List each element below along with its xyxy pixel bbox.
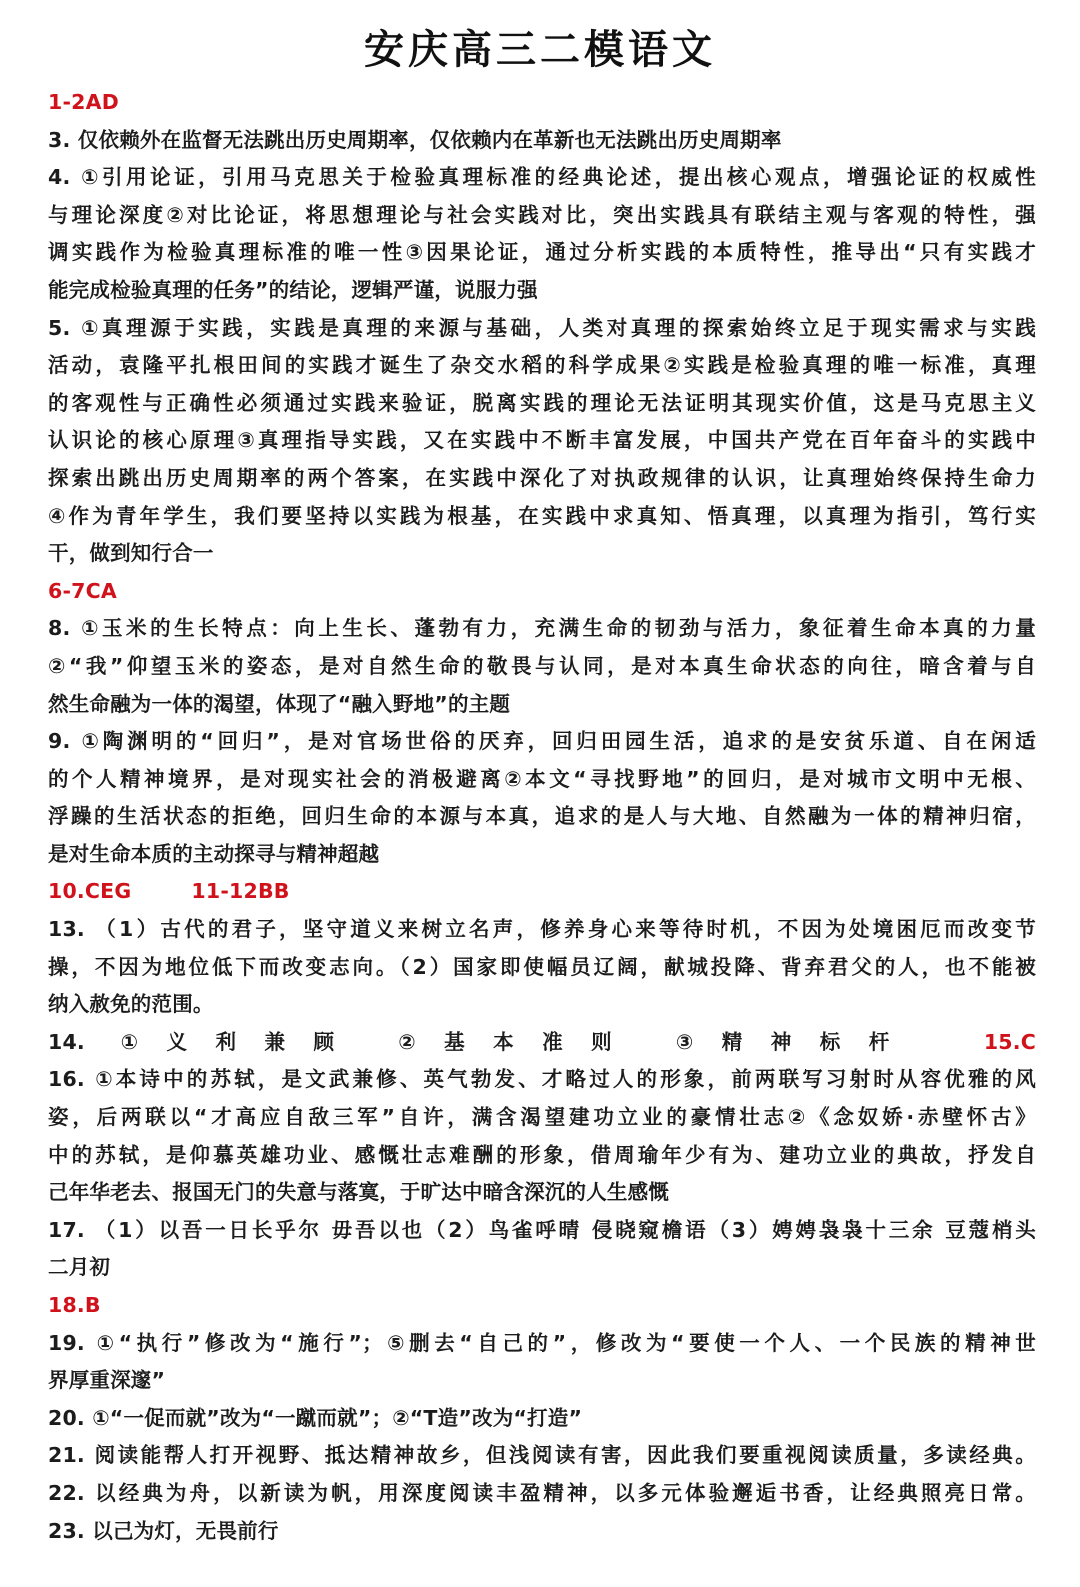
- answer-text: 19. ①“执行”修改为“施行”；⑤删去“自己的”，修改为“要使一个人、一个民族的精神世: [48, 1330, 1036, 1355]
- answer-line: [48, 1362, 1036, 1400]
- answer-line: [48, 1099, 1036, 1137]
- answer-text: 22. 以经典为舟，以新读为帆，用深度阅读丰盈精神，以多元体验邂逅书香，让经典照亮日常。: [48, 1480, 1036, 1505]
- answer-text: 姿，后两联以“才高应自敌三军”自许，满含渴望建功立业的豪情壮志②《念奴娇·赤壁怀古》: [48, 1105, 1036, 1130]
- answer-text: 与理论深度②对比论证，将思想理论与社会实践对比，突出实践具有联结主观与客观的特性，强: [48, 202, 1036, 227]
- answer-text: 二月初: [48, 1255, 111, 1280]
- answer-text: 9. ①陶渊明的“回归”，是对官场世俗的厌弃，回归田园生活，追求的是安贫乐道、自在闲适: [48, 729, 1036, 754]
- answer-line: [48, 422, 1036, 460]
- answer-text: 然生命融为一体的渴望，体现了“融入野地”的主题: [48, 691, 511, 716]
- answer-line: [48, 1513, 1036, 1551]
- answer-line: [48, 1475, 1036, 1513]
- answer-line: [48, 197, 1036, 235]
- answer-key: 18.B: [48, 1293, 101, 1317]
- answer-line: [48, 836, 1036, 874]
- answer-text: 14. ①义利兼顾 ②基本准则 ③精神标杆: [48, 1029, 918, 1054]
- answer-line: [48, 986, 1036, 1024]
- answer-line: [48, 1024, 1036, 1062]
- answer-text: 20. ①“一促而就”改为“一蹴而就”；②“T造”改为“打造”: [48, 1405, 583, 1430]
- answer-line: [48, 1437, 1036, 1475]
- answer-line: [48, 1287, 1036, 1325]
- answer-line: [48, 1249, 1036, 1287]
- answer-key: 11-12BB: [191, 879, 290, 904]
- answer-line: [48, 798, 1036, 836]
- answer-text: 调实践作为检验真理标准的唯一性③因果论证，通过分析实践的本质特性，推导出“只有实践才: [48, 240, 1036, 265]
- answer-line: [48, 686, 1036, 724]
- answer-text: 3. 仅依赖外在监督无法跳出历史周期率，仅依赖内在革新也无法跳出历史周期率: [48, 127, 782, 152]
- answer-line: [48, 1174, 1036, 1212]
- answer-text: ④作为青年学生，我们要坚持以实践为根基，在实践中求真知、悟真理，以真理为指引，笃行实: [48, 503, 1036, 528]
- answer-key: 15.C: [983, 1029, 1036, 1054]
- answer-line: [48, 723, 1036, 761]
- answer-text: 浮躁的生活状态的拒绝，回归生命的本源与本真，追求的是人与大地、自然融为一体的精神归宿，: [48, 804, 1036, 829]
- answer-line: [48, 385, 1036, 423]
- answer-text: 4. ①引用论证，引用马克思关于检验真理标准的经典论述，提出核心观点，增强论证的权威性: [48, 165, 1036, 190]
- answer-text: 21. 阅读能帮人打开视野、抵达精神故乡，但浅阅读有害，因此我们要重视阅读质量，多读经典。: [48, 1443, 1036, 1468]
- answer-line: [48, 347, 1036, 385]
- answer-text: 己年华老去、报国无门的失意与落寞，于旷达中暗含深沉的人生感慨: [48, 1180, 669, 1205]
- answer-line: [48, 122, 1036, 160]
- answer-line: [48, 1212, 1036, 1250]
- answer-text: 中的苏轼，是仰慕英雄功业、感慨壮志难酬的形象，借周瑜年少有为、建功立业的典故，抒发自: [48, 1142, 1036, 1167]
- answer-line: [48, 460, 1036, 498]
- page-title: 安庆高三二模语文: [364, 26, 716, 73]
- answer-line: [48, 610, 1036, 648]
- answer-text: 23. 以己为灯，无畏前行: [48, 1518, 279, 1543]
- answer-line: [48, 911, 1036, 949]
- answer-line: [48, 272, 1036, 310]
- answer-key: 6-7CA: [48, 578, 117, 603]
- answer-text: 的个人精神境界，是对现实社会的消极避离②本文“寻找野地”的回归，是对城市文明中无根、: [48, 766, 1036, 791]
- answer-line: [48, 310, 1036, 348]
- answer-text: 8. ①玉米的生长特点：向上生长、蓬勃有力，充满生命的韧劲与活力，象征着生命本真的力量: [48, 616, 1036, 641]
- answer-line: [48, 498, 1036, 536]
- answer-line: [48, 535, 1036, 573]
- answer-text: 能完成检验真理的任务”的结论，逻辑严谨，说服力强: [48, 277, 538, 302]
- answer-text: 活动，袁隆平扎根田间的实践才诞生了杂交水稻的科学成果②实践是检验真理的唯一标准，真理: [48, 353, 1036, 378]
- answer-text: 5. ①真理源于实践，实践是真理的来源与基础，人类对真理的探索始终立足于现实需求与实践: [48, 315, 1036, 340]
- answer-line: [48, 159, 1036, 197]
- answer-content: [48, 84, 1036, 1550]
- answer-text: 纳入赦免的范围。: [48, 992, 214, 1017]
- answer-line: [48, 84, 1036, 122]
- answer-line: [48, 648, 1036, 686]
- answer-text: 操，不因为地位低下而改变志向。（2）国家即使幅员辽阔，献城投降、背弃君父的人，也不能被: [48, 954, 1036, 979]
- answer-line: [48, 1400, 1036, 1438]
- answer-text: 探索出跳出历史周期率的两个答案，在实践中深化了对执政规律的认识，让真理始终保持生命力: [48, 465, 1036, 490]
- answer-text: 17. （1）以吾一日长乎尔 毋吾以也（2）鸟雀呼晴 侵晓窥檐语（3）娉娉袅袅十三余 豆蔻梢头: [48, 1217, 1036, 1242]
- answer-line: [48, 949, 1036, 987]
- answer-text: 干，做到知行合一: [48, 541, 214, 566]
- answer-text: 13. （1）古代的君子，坚守道义来树立名声，修养身心来等待时机，不因为处境困厄而改变节: [48, 917, 1036, 942]
- answer-text: ②“我”仰望玉米的姿态，是对自然生命的敬畏与认同，是对本真生命状态的向往，暗含着与自: [48, 653, 1036, 678]
- answer-text: 是对生命本质的主动探寻与精神超越: [48, 841, 380, 866]
- answer-line: [48, 873, 1036, 911]
- answer-text: 16. ①本诗中的苏轼，是文武兼修、英气勃发、才略过人的形象，前两联写习射时从容优雅的风: [48, 1067, 1036, 1092]
- answer-text: 认识论的核心原理③真理指导实践，又在实践中不断丰富发展，中国共产党在百年奋斗的实践中: [48, 428, 1036, 453]
- answer-key: 1-2AD: [48, 90, 119, 114]
- answer-text: 的客观性与正确性必须通过实践来验证，脱离实践的理论无法证明其现实价值，这是马克思主义: [48, 390, 1036, 415]
- answer-line: [48, 1325, 1036, 1363]
- answer-line: [48, 234, 1036, 272]
- answer-line: [48, 1137, 1036, 1175]
- answer-line: [48, 1061, 1036, 1099]
- answer-key: 10.CEG: [48, 879, 132, 904]
- answer-text: 界厚重深邃”: [48, 1368, 166, 1393]
- answer-line: [48, 761, 1036, 799]
- answer-line: [48, 573, 1036, 611]
